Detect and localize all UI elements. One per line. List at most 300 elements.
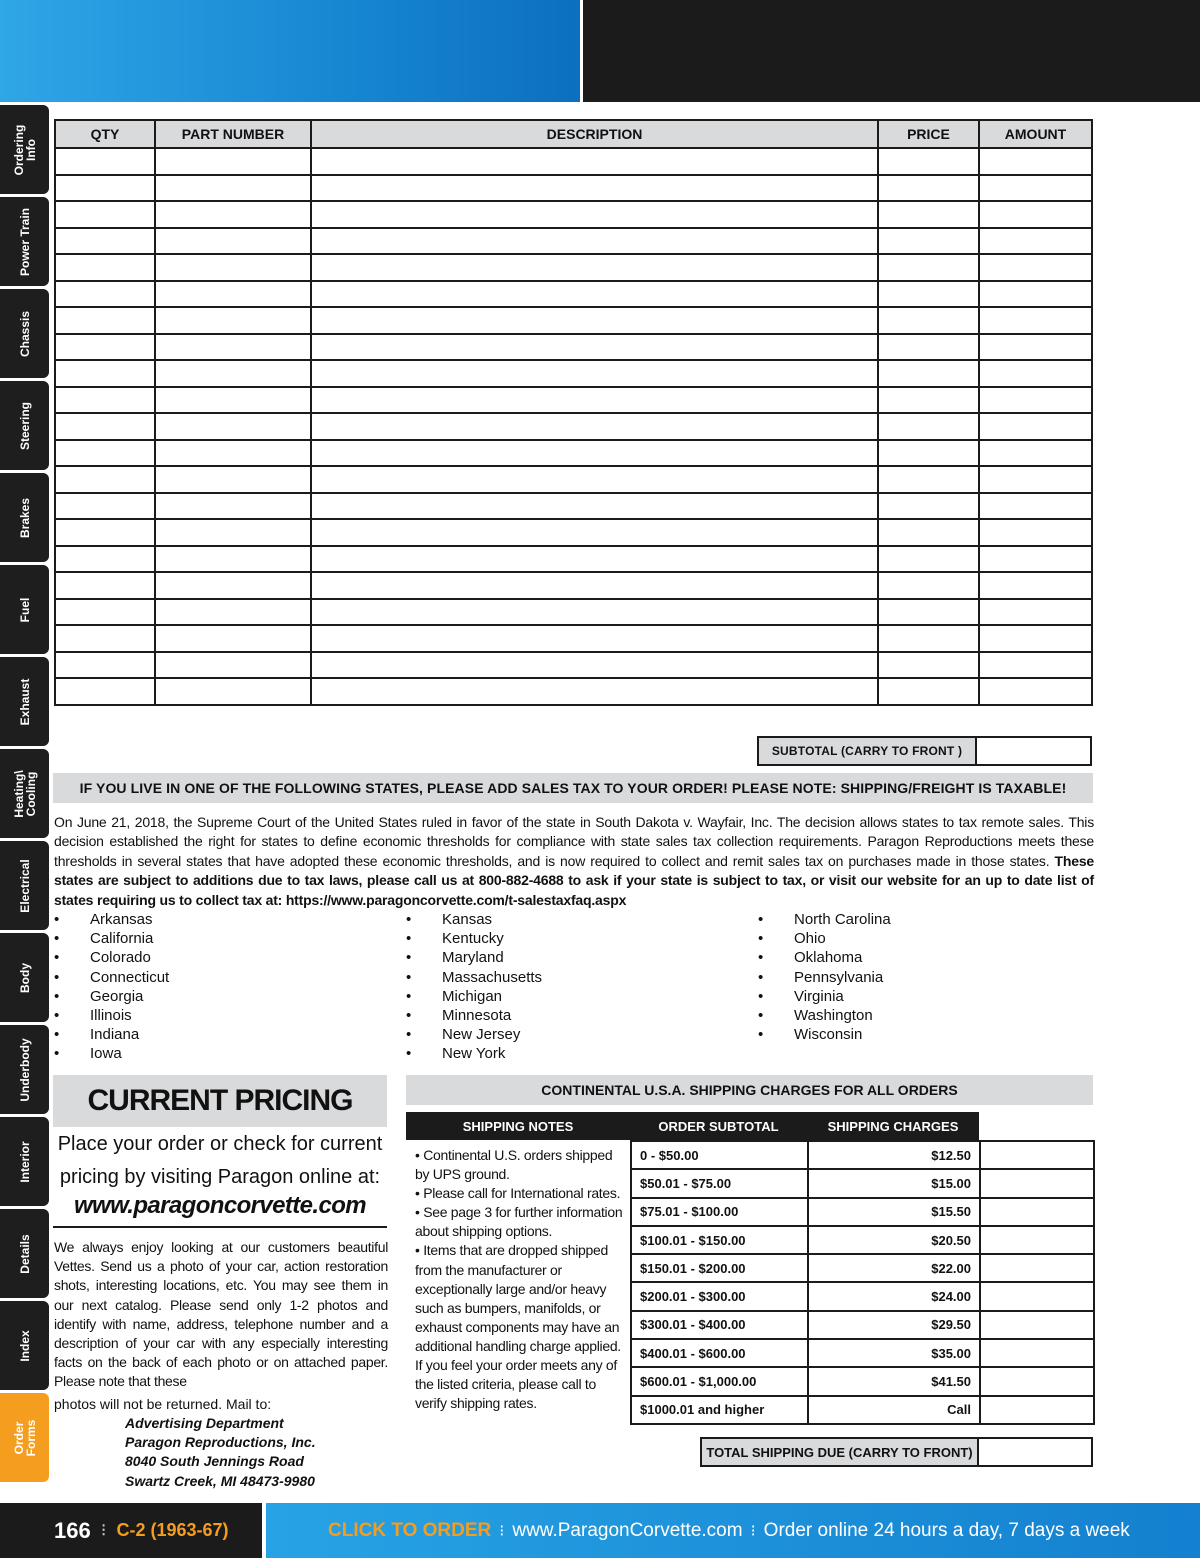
amount-cell[interactable]: [979, 201, 1092, 228]
bullet: •: [54, 987, 60, 1005]
current-pricing-text: [53, 1128, 387, 1194]
section-tab[interactable]: [0, 1117, 49, 1206]
amount-cell[interactable]: [979, 334, 1092, 361]
qty-cell[interactable]: [55, 652, 155, 679]
section-tab[interactable]: [0, 1209, 49, 1298]
qty-cell[interactable]: [55, 148, 155, 175]
qty-cell[interactable]: [55, 307, 155, 334]
states-column-3: [758, 910, 891, 1044]
price-cell[interactable]: [878, 678, 979, 705]
amount-cell[interactable]: [979, 360, 1092, 387]
address-line: Paragon Reproductions, Inc.: [125, 1434, 316, 1451]
subtotal-field[interactable]: [977, 736, 1092, 766]
shipping-entry-field[interactable]: [980, 1311, 1094, 1339]
shipping-note: • Please call for International rates.: [415, 1185, 621, 1202]
order-row: [55, 281, 1092, 308]
order-subtotal-range: 0 - $50.00: [631, 1141, 808, 1169]
section-tab[interactable]: [0, 841, 49, 930]
footer-tagline: Order online 24 hours a day, 7 days a week: [763, 1519, 1130, 1541]
part-number-cell[interactable]: [155, 201, 311, 228]
amount-cell[interactable]: [979, 413, 1092, 440]
shipping-notes: [415, 1146, 627, 1413]
order-form-table: [54, 119, 1093, 706]
header-blue-band: [0, 0, 580, 102]
state-name: California: [90, 930, 154, 948]
state-name: Indiana: [90, 1026, 140, 1044]
sales-tax-paragraph: [54, 813, 1094, 910]
bullet: •: [54, 911, 60, 928]
order-subtotal-range: $1000.01 and higher: [631, 1396, 808, 1424]
qty-cell[interactable]: [55, 440, 155, 467]
sales-tax-banner: IF YOU LIVE IN ONE OF THE FOLLOWING STATES, PLEASE ADD SALES TAX TO YOUR ORDER! PLEASE NOTE: SHIPPING/FREIGHT IS TAXABLE!: [53, 773, 1093, 803]
part-number-cell[interactable]: [155, 546, 311, 573]
total-shipping-row: [700, 1437, 1093, 1467]
shipping-charge: $12.50: [808, 1141, 980, 1169]
shipping-charge: $22.00: [808, 1254, 980, 1282]
shipping-charge: Call: [808, 1396, 980, 1424]
qty-cell[interactable]: [55, 493, 155, 520]
price-cell[interactable]: [878, 625, 979, 652]
qty-cell[interactable]: [55, 387, 155, 414]
state-item: [54, 968, 169, 987]
amount-cell[interactable]: [979, 519, 1092, 546]
order-row: [55, 546, 1092, 573]
description-cell[interactable]: [311, 148, 878, 175]
footer-right: [266, 1503, 1200, 1558]
state-name: North Carolina: [794, 911, 891, 928]
shipping-note: • Items that are dropped shipped from the manufacturer or exceptionally large and/or heavy such as bumpers, manifolds, or exhaust components may have an additional handling charge applied. If you feel your order meets any of the listed criteria, please call to verify shipping rates.: [415, 1242, 621, 1412]
photo-request-paragraph: We always enjoy looking at our customers beautiful Vettes. Send us a photo of your car, action restoration shots, interesting locations, etc. You may see them in our next catalog. Please send only 1-2 photos and identify with name, address, telephone number and a description of your car with any especially interesting facts on the back of each photo or on attached paper. Please note that these: [54, 1239, 388, 1390]
page-footer: [0, 1503, 1200, 1558]
order-subtotal-header: ORDER SUBTOTAL: [630, 1112, 807, 1140]
bullet: •: [406, 1045, 412, 1063]
pricing-divider: [53, 1226, 387, 1228]
bullet: •: [54, 949, 60, 967]
bullet: •: [406, 987, 412, 1005]
section-tab-label: Interior: [17, 1140, 32, 1183]
state-name: Kansas: [442, 911, 493, 928]
shipping-charge: $35.00: [808, 1339, 980, 1367]
state-item: [406, 1006, 542, 1025]
qty-cell[interactable]: [55, 546, 155, 573]
photo-request-last-line: photos will not be returned. Mail to:: [54, 1396, 272, 1412]
price-cell[interactable]: [878, 334, 979, 361]
qty-cell[interactable]: [55, 281, 155, 308]
part-number-cell[interactable]: [155, 493, 311, 520]
price-header: PRICE: [878, 120, 979, 148]
pricing-line-1: Place your order or check for current: [57, 1133, 383, 1155]
state-item: [54, 929, 169, 948]
shipping-rate-row: [631, 1254, 1094, 1282]
amount-cell[interactable]: [979, 625, 1092, 652]
part-number-cell[interactable]: [155, 652, 311, 679]
qty-cell[interactable]: [55, 625, 155, 652]
part-number-cell[interactable]: [155, 678, 311, 705]
order-row: [55, 413, 1092, 440]
price-cell[interactable]: [878, 546, 979, 573]
bullet: •: [406, 930, 412, 948]
qty-cell[interactable]: [55, 360, 155, 387]
order-row: [55, 387, 1092, 414]
part-number-cell[interactable]: [155, 228, 311, 255]
part-number-cell[interactable]: [155, 599, 311, 626]
amount-cell[interactable]: [979, 493, 1092, 520]
price-cell[interactable]: [878, 413, 979, 440]
shipping-rate-row: [631, 1226, 1094, 1254]
description-cell[interactable]: [311, 625, 878, 652]
section-tab[interactable]: [0, 657, 49, 746]
total-shipping-label: TOTAL SHIPPING DUE (CARRY TO FRONT): [700, 1437, 979, 1467]
description-cell[interactable]: [311, 334, 878, 361]
address-line: Swartz Creek, MI 48473-9980: [125, 1472, 315, 1489]
state-item: [406, 1044, 542, 1063]
state-item: [54, 1044, 169, 1063]
section-tab-label: Order Forms: [11, 1419, 38, 1456]
footer-separator: ⁝: [499, 1522, 505, 1540]
section-tab-label: Fuel: [17, 597, 32, 622]
description-cell[interactable]: [311, 572, 878, 599]
part-number-cell[interactable]: [155, 625, 311, 652]
description-cell[interactable]: [311, 254, 878, 281]
state-item: [758, 929, 891, 948]
shipping-entry-field[interactable]: [980, 1339, 1094, 1367]
qty-cell[interactable]: [55, 519, 155, 546]
current-pricing-title: CURRENT PRICING: [53, 1075, 387, 1127]
shipping-rate-row: [631, 1339, 1094, 1367]
amount-cell[interactable]: [979, 175, 1092, 202]
section-tab-label: Power Train: [17, 207, 32, 276]
bullet: •: [54, 930, 60, 948]
bullet: •: [758, 949, 764, 967]
description-cell[interactable]: [311, 440, 878, 467]
order-subtotal-range: $150.01 - $200.00: [631, 1254, 808, 1282]
section-tab[interactable]: [0, 1301, 49, 1390]
section-tab-label: Ordering Info: [11, 124, 38, 175]
shipping-charge: $29.50: [808, 1311, 980, 1339]
bullet: •: [406, 911, 412, 928]
qty-cell[interactable]: [55, 572, 155, 599]
footer-website-link[interactable]: www.ParagonCorvette.com: [512, 1519, 743, 1541]
amount-cell[interactable]: [979, 228, 1092, 255]
page-number: 166: [54, 1517, 91, 1543]
qty-cell[interactable]: [55, 413, 155, 440]
qty-cell[interactable]: [55, 228, 155, 255]
amount-cell[interactable]: [979, 466, 1092, 493]
bullet: •: [758, 987, 764, 1005]
price-cell[interactable]: [878, 307, 979, 334]
section-tab[interactable]: [0, 1393, 49, 1482]
state-item: [406, 910, 542, 929]
price-cell[interactable]: [878, 281, 979, 308]
address-line: Advertising Department: [125, 1415, 284, 1431]
state-name: Arkansas: [90, 911, 153, 928]
bullet: •: [406, 1007, 412, 1025]
order-row: [55, 254, 1092, 281]
shipping-charge: $15.50: [808, 1198, 980, 1226]
bullet: •: [758, 911, 764, 928]
description-cell[interactable]: [311, 466, 878, 493]
order-row: [55, 652, 1092, 679]
shipping-entry-field[interactable]: [980, 1169, 1094, 1197]
amount-cell[interactable]: [979, 546, 1092, 573]
shipping-entry-field[interactable]: [980, 1141, 1094, 1169]
section-tab-label: Heating\ Cooling: [11, 769, 38, 818]
shipping-charges-banner: CONTINENTAL U.S.A. SHIPPING CHARGES FOR ALL ORDERS: [406, 1075, 1093, 1105]
qty-cell[interactable]: [55, 254, 155, 281]
description-cell[interactable]: [311, 307, 878, 334]
amount-cell[interactable]: [979, 678, 1092, 705]
shipping-charge: $41.50: [808, 1367, 980, 1395]
shipping-entry-field[interactable]: [980, 1367, 1094, 1395]
section-tab[interactable]: [0, 565, 49, 654]
order-row: [55, 440, 1092, 467]
shipping-rate-row: [631, 1282, 1094, 1310]
order-row: [55, 625, 1092, 652]
section-tab-label: Body: [17, 962, 32, 993]
description-cell[interactable]: [311, 360, 878, 387]
state-name: Colorado: [90, 949, 151, 967]
order-row: [55, 148, 1092, 175]
section-tab[interactable]: [0, 197, 49, 286]
description-cell[interactable]: [311, 387, 878, 414]
price-cell[interactable]: [878, 148, 979, 175]
amount-cell[interactable]: [979, 599, 1092, 626]
shipping-entry-field[interactable]: [980, 1226, 1094, 1254]
shipping-charges-header: SHIPPING CHARGES: [807, 1112, 979, 1140]
price-cell[interactable]: [878, 440, 979, 467]
qty-cell[interactable]: [55, 466, 155, 493]
order-subtotal-range: $300.01 - $400.00: [631, 1311, 808, 1339]
description-cell[interactable]: [311, 175, 878, 202]
part-number-cell[interactable]: [155, 307, 311, 334]
footer-separator: ⁝: [100, 1520, 107, 1540]
description-cell[interactable]: [311, 678, 878, 705]
description-cell[interactable]: [311, 228, 878, 255]
shipping-entry-field[interactable]: [980, 1282, 1094, 1310]
section-tab[interactable]: [0, 381, 49, 470]
state-item: [758, 1006, 891, 1025]
order-table-header-row: [55, 120, 1092, 148]
total-shipping-field[interactable]: [979, 1437, 1093, 1467]
section-tab[interactable]: [0, 933, 49, 1022]
bullet: •: [54, 1026, 60, 1044]
order-subtotal-range: $600.01 - $1,000.00: [631, 1367, 808, 1395]
description-cell[interactable]: [311, 599, 878, 626]
price-cell[interactable]: [878, 175, 979, 202]
state-item: [758, 910, 891, 929]
state-item: [54, 1006, 169, 1025]
state-name: Pennsylvania: [794, 968, 884, 986]
shipping-rates-table: [630, 1140, 1095, 1425]
state-name: Virginia: [794, 987, 844, 1005]
shipping-charge: $15.00: [808, 1169, 980, 1197]
price-cell[interactable]: [878, 360, 979, 387]
order-row: [55, 519, 1092, 546]
state-item: [406, 1025, 542, 1044]
amount-cell[interactable]: [979, 440, 1092, 467]
section-tab[interactable]: [0, 473, 49, 562]
bullet: •: [406, 949, 412, 967]
qty-cell[interactable]: [55, 678, 155, 705]
shipping-notes-header: SHIPPING NOTES: [406, 1112, 630, 1140]
price-cell[interactable]: [878, 519, 979, 546]
state-item: [406, 987, 542, 1006]
state-name: New Jersey: [442, 1026, 521, 1044]
state-name: Georgia: [90, 987, 144, 1005]
bullet: •: [758, 1026, 764, 1044]
order-subtotal-range: $100.01 - $150.00: [631, 1226, 808, 1254]
state-name: Michigan: [442, 987, 503, 1005]
state-name: Connecticut: [90, 968, 170, 986]
part-number-cell[interactable]: [155, 387, 311, 414]
description-cell[interactable]: [311, 546, 878, 573]
amount-cell[interactable]: [979, 652, 1092, 679]
price-cell[interactable]: [878, 652, 979, 679]
amount-cell[interactable]: [979, 281, 1092, 308]
pricing-website-link[interactable]: www.paragoncorvette.com: [73, 1192, 367, 1219]
state-name: Illinois: [90, 1007, 132, 1025]
section-tabs: [0, 105, 49, 1485]
state-item: [758, 987, 891, 1006]
price-cell[interactable]: [878, 387, 979, 414]
shipping-rate-row: [631, 1311, 1094, 1339]
bullet: •: [406, 968, 412, 986]
description-cell[interactable]: [311, 519, 878, 546]
shipping-entry-field[interactable]: [980, 1254, 1094, 1282]
state-item: [406, 968, 542, 987]
part-number-cell[interactable]: [155, 572, 311, 599]
section-tab-label: Details: [17, 1233, 32, 1274]
section-tab[interactable]: [0, 1025, 49, 1114]
part-number-cell[interactable]: [155, 519, 311, 546]
state-name: Ohio: [794, 930, 826, 948]
shipping-note: • See page 3 for further information about shipping options.: [415, 1204, 623, 1240]
order-subtotal-range: $50.01 - $75.00: [631, 1169, 808, 1197]
amount-cell[interactable]: [979, 572, 1092, 599]
section-tab-label: Steering: [17, 401, 32, 450]
section-tab-label: Index: [17, 1329, 32, 1362]
amount-header: AMOUNT: [979, 120, 1092, 148]
amount-cell[interactable]: [979, 307, 1092, 334]
description-cell[interactable]: [311, 201, 878, 228]
state-item: [406, 929, 542, 948]
description-cell[interactable]: [311, 413, 878, 440]
amount-cell[interactable]: [979, 387, 1092, 414]
section-tab-label: Brakes: [17, 497, 32, 538]
header-black-band: [583, 0, 1200, 102]
section-tab-label: Electrical: [17, 858, 32, 913]
qty-cell[interactable]: [55, 334, 155, 361]
shipping-rate-row: [631, 1396, 1094, 1424]
state-name: New York: [442, 1045, 506, 1063]
state-item: [758, 968, 891, 987]
price-cell[interactable]: [878, 228, 979, 255]
section-tab[interactable]: [0, 749, 49, 838]
sales-tax-text: On June 21, 2018, the Supreme Court of the United States ruled in favor of the state in South Dakota v. Wayfair, Inc. The decision allows states to tax remote sales. This decision established the right for states to define economic thresholds for compliance with state sales tax collection requirements. Paragon Reproductions meets these thresholds in several states that have adopted these economic thresholds, and is now required to collect and remit sales tax on purchases made in those states.: [54, 814, 1094, 869]
bullet: •: [758, 968, 764, 986]
part-number-cell[interactable]: [155, 175, 311, 202]
amount-cell[interactable]: [979, 148, 1092, 175]
qty-header: QTY: [55, 120, 155, 148]
section-tab-label: Chassis: [17, 310, 32, 357]
states-column-2: [406, 910, 542, 1064]
state-name: Massachusetts: [442, 968, 543, 986]
part-number-cell[interactable]: [155, 148, 311, 175]
bullet: •: [54, 1007, 60, 1025]
description-cell[interactable]: [311, 493, 878, 520]
description-cell[interactable]: [311, 281, 878, 308]
state-item: [54, 910, 169, 929]
state-item: [406, 948, 542, 967]
part-number-cell[interactable]: [155, 254, 311, 281]
subtotal-label: SUBTOTAL (CARRY TO FRONT ): [757, 736, 977, 766]
state-item: [758, 1025, 891, 1044]
order-row: [55, 228, 1092, 255]
price-cell[interactable]: [878, 466, 979, 493]
order-subtotal-range: $200.01 - $300.00: [631, 1282, 808, 1310]
price-cell[interactable]: [878, 599, 979, 626]
shipping-rate-row: [631, 1169, 1094, 1197]
description-cell[interactable]: [311, 652, 878, 679]
order-subtotal-range: $400.01 - $600.00: [631, 1339, 808, 1367]
price-cell[interactable]: [878, 572, 979, 599]
states-column-1: [54, 910, 169, 1064]
qty-cell[interactable]: [55, 201, 155, 228]
bullet: •: [758, 930, 764, 948]
order-subtotal-range: $75.01 - $100.00: [631, 1198, 808, 1226]
order-row: [55, 360, 1092, 387]
amount-cell[interactable]: [979, 254, 1092, 281]
qty-cell[interactable]: [55, 599, 155, 626]
footer-separator: ⁝: [750, 1522, 756, 1540]
state-item: [54, 1025, 169, 1044]
order-row: [55, 493, 1092, 520]
section-tab[interactable]: [0, 289, 49, 378]
order-row: [55, 307, 1092, 334]
state-name: Maryland: [442, 949, 504, 967]
part-number-cell[interactable]: [155, 281, 311, 308]
shipping-rate-row: [631, 1141, 1094, 1169]
price-cell[interactable]: [878, 493, 979, 520]
shipping-entry-field[interactable]: [980, 1198, 1094, 1226]
part-number-cell[interactable]: [155, 440, 311, 467]
part-number-cell[interactable]: [155, 334, 311, 361]
shipping-entry-field[interactable]: [980, 1396, 1094, 1424]
part-number-cell[interactable]: [155, 413, 311, 440]
order-row: [55, 678, 1092, 705]
part-number-cell[interactable]: [155, 360, 311, 387]
state-name: Iowa: [90, 1045, 122, 1063]
order-row: [55, 334, 1092, 361]
order-row: [55, 572, 1092, 599]
model-label: C-2 (1963-67): [116, 1520, 229, 1540]
footer-left: [0, 1503, 262, 1558]
part-number-cell[interactable]: [155, 466, 311, 493]
section-tab[interactable]: [0, 105, 49, 194]
qty-cell[interactable]: [55, 175, 155, 202]
order-row: [55, 466, 1092, 493]
mailing-address: [125, 1414, 316, 1491]
click-to-order-link[interactable]: CLICK TO ORDER: [328, 1519, 492, 1541]
order-row: [55, 599, 1092, 626]
price-cell[interactable]: [878, 254, 979, 281]
state-name: Wisconsin: [794, 1026, 863, 1044]
state-item: [758, 948, 891, 967]
subtotal-row: [757, 736, 1092, 766]
section-tab-label: Exhaust: [17, 678, 32, 725]
price-cell[interactable]: [878, 201, 979, 228]
shipping-note: • Continental U.S. orders shipped by UPS ground.: [415, 1147, 613, 1183]
